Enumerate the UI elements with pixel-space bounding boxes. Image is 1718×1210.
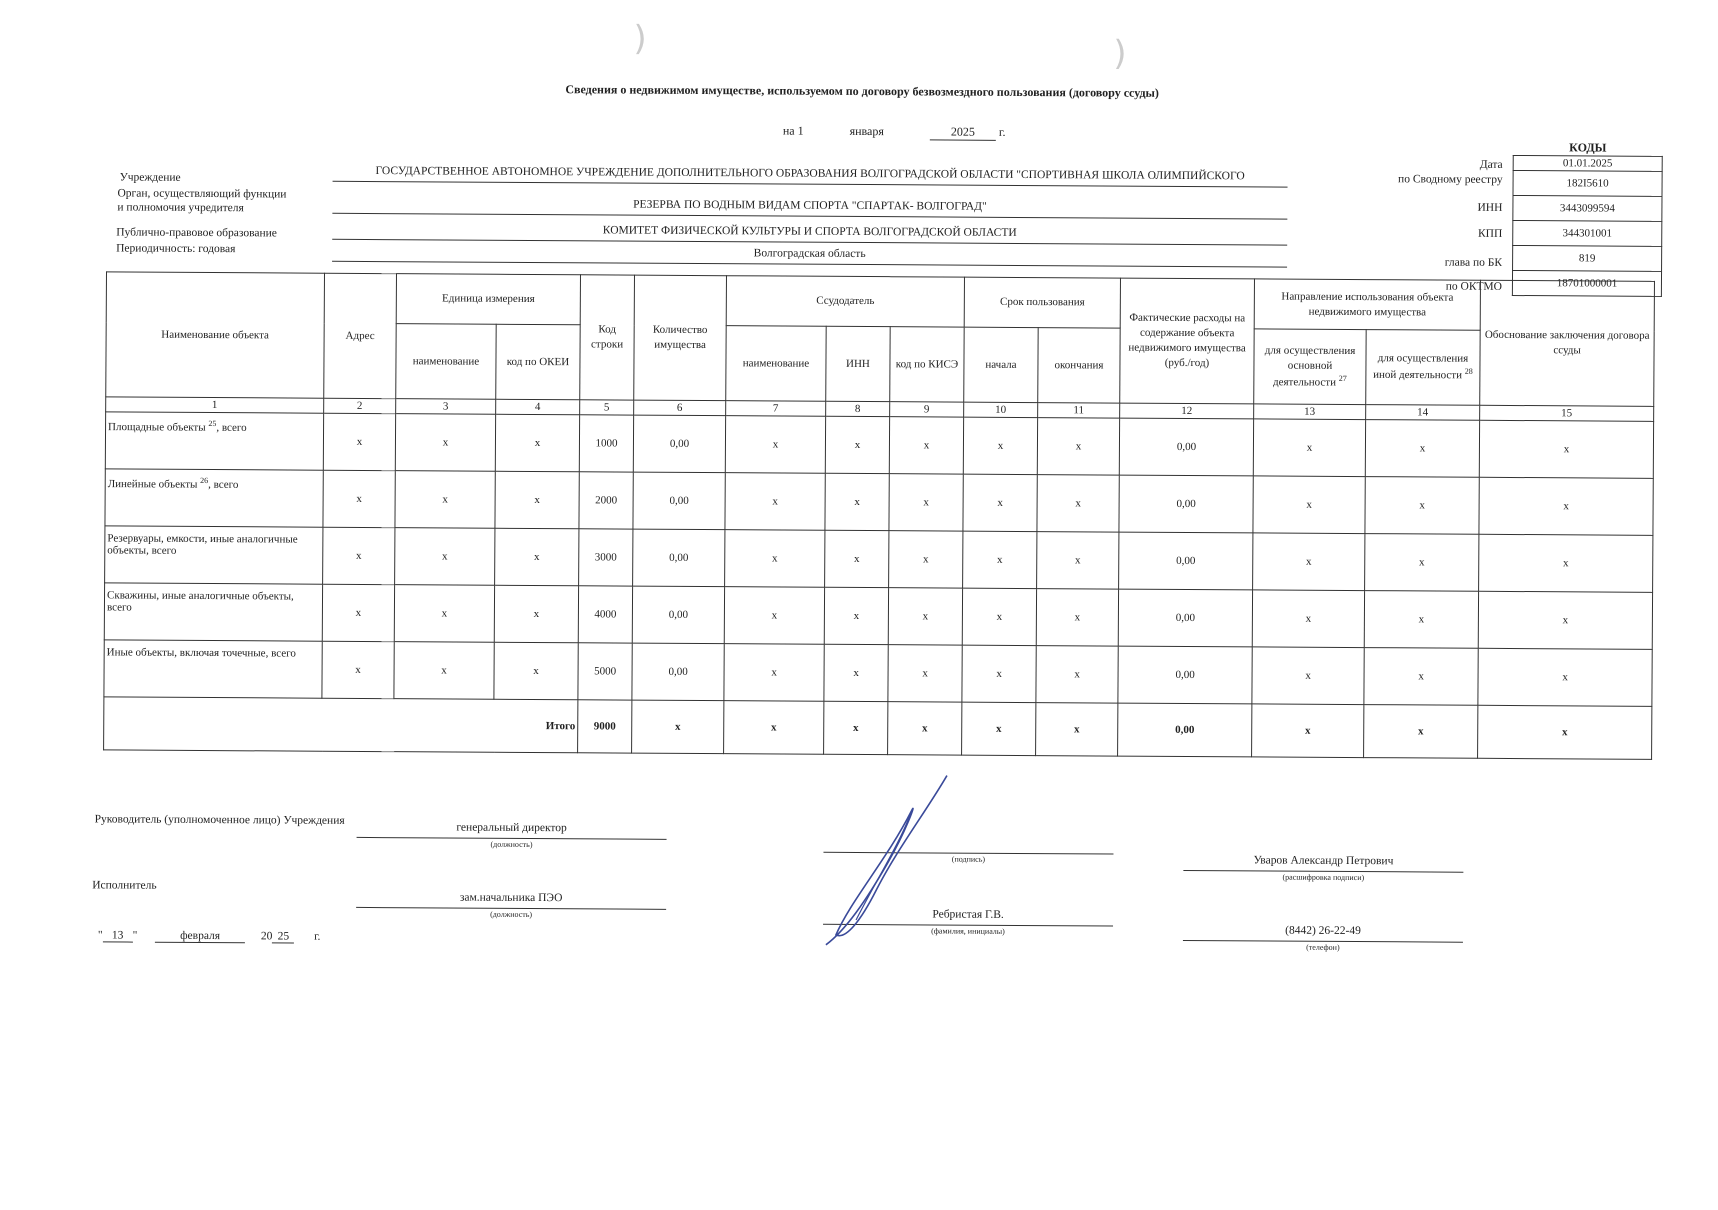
sign-date-suffix: г. <box>314 930 321 943</box>
object-name-cell <box>105 412 323 470</box>
header-address: Адрес <box>324 273 397 398</box>
header-unit: Единица измерения <box>396 274 580 325</box>
report-date <box>783 124 1006 141</box>
header-direction-main-text: для осуществления основной деятельности <box>1264 344 1356 389</box>
codes-value-registry: 182I5610 <box>1513 170 1662 196</box>
head-position: генеральный директор <box>456 821 567 835</box>
column-number: 10 <box>964 402 1038 417</box>
codes-value-date: 01.01.2025 <box>1513 155 1662 171</box>
total-cell: x <box>1478 705 1652 759</box>
public-entity-value: Волгоградская область <box>753 247 866 261</box>
header-object-name: Наименование объекта <box>106 272 325 398</box>
institution-value-2: РЕЗЕРВА ПО ВОДНЫМ ВИДАМ СПОРТА "СПАРТАК- ВОЛГОГРАД" <box>633 198 987 213</box>
table-cell: x <box>495 471 579 529</box>
table-body <box>104 412 1654 706</box>
table-cell: x <box>1037 475 1119 532</box>
column-number: 5 <box>580 400 634 415</box>
table-row <box>104 583 1652 649</box>
table-cell: x <box>963 474 1037 531</box>
table-cell: x <box>725 530 825 588</box>
table-cell: x <box>323 413 395 470</box>
header-expenses: Фактические расходы на содержание объекта недвижимого имущества (руб./год) <box>1120 278 1255 404</box>
property-table <box>103 271 1655 759</box>
header-lender-kise: код по КИСЭ <box>890 327 964 402</box>
header-period-start: начала <box>964 327 1038 402</box>
header-quantity: Количество имущества <box>634 275 727 401</box>
table-cell: x <box>1252 590 1364 648</box>
table-cell: x <box>323 527 395 584</box>
column-number: 9 <box>890 402 964 417</box>
table-row <box>105 412 1653 478</box>
header-direction-main <box>1254 329 1366 405</box>
date-year: 2025 <box>930 124 996 140</box>
document-title: Сведения о недвижимом имуществе, используемом по договору безвозмездного пользования (договору ссуды) <box>565 82 1159 100</box>
table-cell: x <box>1478 591 1652 649</box>
table-cell: x <box>725 473 825 531</box>
table-cell: x <box>1037 418 1119 475</box>
codes-label-registry: по Сводному реестру <box>1398 173 1503 186</box>
total-cell: 0,00 <box>1118 703 1252 757</box>
column-number: 12 <box>1120 403 1254 419</box>
institution-label: Учреждение <box>119 171 181 184</box>
executor-position: зам.начальника ПЭО <box>459 891 563 905</box>
public-entity-label: Публично-правовое образование <box>116 226 277 240</box>
total-cell: x <box>962 702 1036 755</box>
founder-label-1: Орган, осуществляющий функции <box>117 187 287 201</box>
head-name-caption: (расшифровка подписи) <box>1282 872 1365 883</box>
object-name: Иные объекты, включая точечные, всего <box>106 646 296 660</box>
table-cell: x <box>888 645 962 702</box>
table-cell: x <box>888 588 962 645</box>
table-cell: x <box>323 470 395 527</box>
header-direction-other-text: для осуществления иной деятельности <box>1373 352 1469 382</box>
table-cell: x <box>322 641 394 698</box>
table-cell: x <box>1364 591 1478 649</box>
codes-label-kpp: КПП <box>1477 227 1503 240</box>
date-suffix: г. <box>998 124 1006 139</box>
table-cell: 1000 <box>579 415 633 472</box>
sign-date-year-prefix: 20 <box>260 930 273 943</box>
table-cell: x <box>494 585 578 643</box>
table-cell: x <box>1365 420 1479 478</box>
object-name-cell <box>105 526 323 584</box>
table-cell: x <box>724 587 824 645</box>
table-cell: x <box>825 416 889 473</box>
total-label: Итого <box>104 697 578 753</box>
table-cell: 0,00 <box>1118 646 1252 704</box>
column-number: 14 <box>1366 405 1480 421</box>
table-cell: x <box>1036 646 1118 703</box>
head-position-caption: (должность) <box>490 839 533 850</box>
table-cell: x <box>495 528 579 586</box>
codes-label-bk: глава по БК <box>1444 256 1503 269</box>
date-prefix: на 1 <box>782 123 804 138</box>
table-cell: x <box>395 528 495 586</box>
head-name: Уваров Александр Петрович <box>1253 854 1394 868</box>
founder-label-2: и полномочия учредителя <box>117 201 244 215</box>
codes-value-bk: 819 <box>1513 245 1662 271</box>
total-cell: x <box>1364 705 1478 759</box>
executor-name-caption: (фамилия, инициалы) <box>931 926 1005 936</box>
table-cell: 3000 <box>579 529 633 586</box>
sign-date-year: 25 <box>272 930 294 943</box>
table-cell: 0,00 <box>1118 589 1252 647</box>
total-cell: x <box>724 701 824 755</box>
table-cell: x <box>395 471 495 529</box>
table-cell: x <box>889 417 963 474</box>
executor-name: Ребристая Г.В. <box>932 908 1004 921</box>
column-number: 6 <box>634 400 726 416</box>
institution-value: ГОСУДАРСТВЕННОЕ АВТОНОМНОЕ УЧРЕЖДЕНИЕ ДОПОЛНИТЕЛЬНОГО ОБРАЗОВАНИЯ ВОЛГОГРАДСКОЙ ОБЛАСТИ "СПОРТИВНАЯ ШКОЛА ОЛИМПИЙСКОГО <box>375 165 1245 183</box>
executor-position-caption: (должность) <box>490 909 533 920</box>
phone-caption: (телефон) <box>1306 942 1340 952</box>
sign-date-month: февраля <box>155 930 245 944</box>
table-cell: x <box>889 531 963 588</box>
total-cell: x <box>632 700 724 754</box>
object-name: Линейные объекты <box>107 478 198 491</box>
column-number: 4 <box>496 399 580 415</box>
object-name-suffix: , всего <box>216 421 247 434</box>
table-cell: x <box>1479 477 1653 535</box>
header-basis: Обоснование заключения договора ссуды <box>1480 280 1655 406</box>
table-cell: x <box>825 473 889 530</box>
punch-hole-mark: ) <box>633 18 647 59</box>
table-cell: x <box>889 474 963 531</box>
table-cell: x <box>1479 420 1653 478</box>
header-lender-name: наименование <box>726 326 826 402</box>
footnote-ref: 25 <box>208 419 217 429</box>
object-name: Резервуары, емкости, иные аналогичные объекты, всего <box>107 532 298 557</box>
table-cell: x <box>962 645 1036 702</box>
table-cell: x <box>824 587 888 644</box>
table-cell: x <box>1253 419 1365 477</box>
total-cell: x <box>1252 704 1364 758</box>
header-unit-okei: код по ОКЕИ <box>496 324 580 400</box>
codes-label-date: Дата <box>1479 158 1503 171</box>
total-code: 9000 <box>578 700 632 753</box>
table-cell: x <box>724 644 824 702</box>
table-cell: x <box>1364 648 1478 706</box>
date-month: января <box>849 123 884 139</box>
column-number: 11 <box>1038 403 1120 419</box>
table-cell: 4000 <box>578 586 632 643</box>
table-cell: x <box>1253 476 1365 534</box>
column-number: 15 <box>1480 405 1654 421</box>
sign-date: " 13 " февраля 20 25 г. <box>97 929 321 943</box>
table-cell: x <box>963 531 1037 588</box>
header-period-end: окончания <box>1038 328 1120 403</box>
header-lender: Ссудодатель <box>726 276 964 327</box>
column-number: 13 <box>1254 404 1366 420</box>
codes-table <box>1512 155 1663 297</box>
table-cell: x <box>395 414 495 472</box>
table-cell: 0,00 <box>1119 475 1253 533</box>
founder-value: КОМИТЕТ ФИЗИЧЕСКОЙ КУЛЬТУРЫ И СПОРТА ВОЛГОГРАДСКОЙ ОБЛАСТИ <box>602 224 1017 239</box>
codes-value-kpp: 344301001 <box>1513 220 1662 246</box>
table-cell: 5000 <box>578 643 632 700</box>
table-cell: x <box>1252 647 1364 705</box>
table-cell: x <box>495 414 579 472</box>
table-cell: x <box>824 644 888 701</box>
table-cell: x <box>1478 648 1652 706</box>
column-number: 3 <box>396 399 496 415</box>
table-cell: 2000 <box>579 472 633 529</box>
object-name: Площадные объекты <box>108 421 206 434</box>
table-cell: x <box>1036 589 1118 646</box>
table-cell: 0,00 <box>632 586 724 644</box>
footnote-28: 28 <box>1464 366 1473 376</box>
header-direction: Направление использования объекта недвижимого имущества <box>1254 279 1480 330</box>
object-name-suffix: , всего <box>208 478 239 491</box>
table-cell: x <box>1365 477 1479 535</box>
executor-label: Исполнитель <box>92 879 157 892</box>
table-cell: x <box>963 417 1037 474</box>
table-row <box>104 640 1652 706</box>
footnote-27: 27 <box>1338 373 1347 383</box>
header-period: Срок пользования <box>964 277 1120 328</box>
table-cell: 0,00 <box>1119 532 1253 590</box>
phone: (8442) 26-22-49 <box>1285 924 1361 938</box>
table-cell: 0,00 <box>632 643 724 701</box>
table-row <box>105 526 1653 592</box>
object-name: Скважины, иные аналогичные объекты, всего <box>106 589 294 614</box>
table-cell: 0,00 <box>633 472 725 530</box>
object-name-cell <box>104 640 322 698</box>
table-cell: x <box>1479 534 1653 592</box>
header-direction-other <box>1366 330 1480 406</box>
codes-value-oktmo: 18701000001 <box>1512 270 1661 296</box>
table-cell: x <box>725 416 825 474</box>
object-name-cell <box>104 583 322 641</box>
object-name-cell <box>105 469 323 527</box>
header-line-code: Код строки <box>580 275 635 400</box>
handwritten-signature <box>816 770 977 951</box>
table-cell: x <box>1253 533 1365 591</box>
column-number: 2 <box>324 398 396 413</box>
founder-underline <box>332 239 1287 246</box>
signature-caption: (подпись) <box>951 854 986 864</box>
head-label: Руководитель (уполномоченное лицо) Учреждения <box>94 813 345 827</box>
codes-label-oktmo: по ОКТМО <box>1445 280 1502 293</box>
institution-underline-2 <box>332 213 1287 220</box>
column-number: 7 <box>726 401 826 417</box>
column-number: 8 <box>826 401 890 416</box>
table-cell: x <box>494 642 578 700</box>
table-cell: x <box>825 530 889 587</box>
periodicity-label: Периодичность: годовая <box>116 242 236 256</box>
total-cell: x <box>1036 703 1118 757</box>
total-cell: x <box>888 702 962 755</box>
table-cell: x <box>322 584 394 641</box>
punch-hole-mark: ) <box>1113 33 1127 74</box>
footnote-ref: 26 <box>200 475 209 486</box>
sign-date-day: 13 <box>103 929 133 942</box>
table-cell: x <box>1037 532 1119 589</box>
table-cell: x <box>962 588 1036 645</box>
table-cell: 0,00 <box>633 415 725 473</box>
header-unit-name: наименование <box>396 324 496 400</box>
table-cell: x <box>394 642 494 700</box>
table-cell: 0,00 <box>1119 418 1253 476</box>
institution-underline <box>333 181 1288 188</box>
public-entity-underline <box>332 261 1287 268</box>
total-cell: x <box>824 701 888 754</box>
codes-title: КОДЫ <box>1569 140 1607 155</box>
codes-value-inn: 3443099594 <box>1513 195 1662 221</box>
column-number: 1 <box>106 397 324 413</box>
codes-label-inn: ИНН <box>1477 201 1503 214</box>
total-row <box>104 697 1652 759</box>
header-lender-inn: ИНН <box>826 326 890 401</box>
table-cell: x <box>1365 534 1479 592</box>
table-cell: 0,00 <box>633 529 725 587</box>
table-row <box>105 469 1653 535</box>
table-cell: x <box>394 585 494 643</box>
